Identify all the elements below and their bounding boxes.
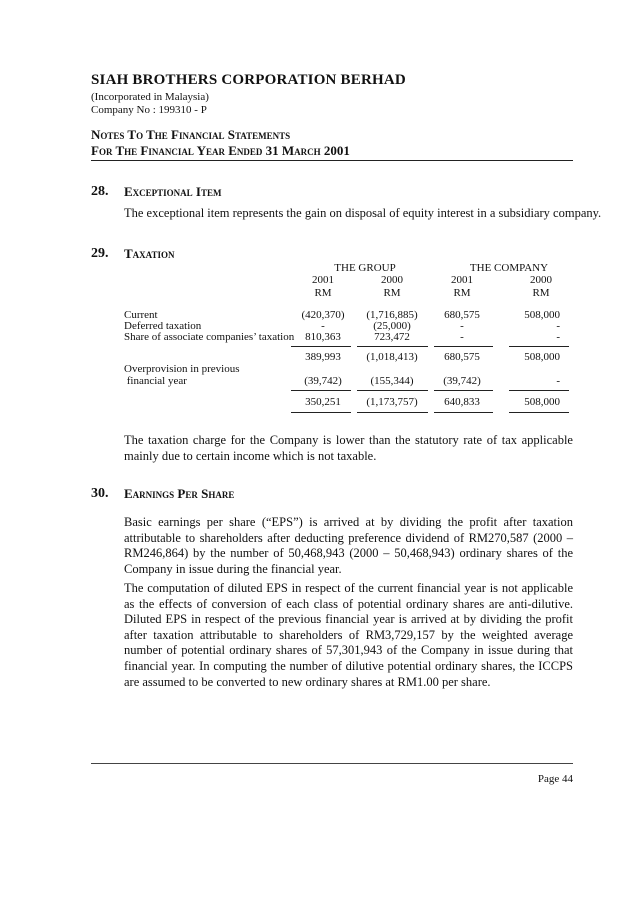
section-28-title: Exceptional Item — [124, 184, 222, 199]
table-cell: - — [460, 331, 464, 343]
row-label-current: Current — [124, 309, 158, 321]
table-cell: - — [321, 320, 325, 332]
table-cell: 508,000 — [524, 351, 560, 363]
total-closing-rule — [434, 412, 493, 413]
company-number: Company No : 199310 - P — [91, 104, 207, 116]
incorporated-note: (Incorporated in Malaysia) — [91, 91, 209, 103]
row-label-overprovision: Overprovision in previous — [124, 363, 240, 375]
year-col-1: 2001 — [312, 274, 334, 286]
table-cell: (420,370) — [301, 309, 345, 321]
table-cell: (1,018,413) — [366, 351, 418, 363]
subtotal-rule — [291, 346, 351, 347]
section-29-title: Taxation — [124, 246, 175, 261]
section-30-number: 30. — [91, 486, 109, 501]
unit-col-3: RM — [453, 287, 471, 299]
table-cell: 389,993 — [305, 351, 341, 363]
row-label-overprovision-2: financial year — [124, 375, 187, 387]
section-30-para-2: The computation of diluted EPS in respect of the current financial year is not applicable as the effects of conversion of each class of potential ordinary shares are anti-dilutive. Diluted EPS in respect of the previous financial year is arrived at by dividing the profit after taxation attributable to shareholders of RM3,729,157 by the weighted average number of potential ordinary shares of 57,301,943 of the Company in issue during that financial year. In computing the number of dilutive potential ordinary shares, the ICCPS are assumed to be converted to new ordinary shares at RM1.00 per share. — [124, 581, 573, 689]
group-header: THE GROUP — [334, 262, 396, 274]
section-30-para-1: Basic earnings per share (“EPS”) is arrived at by dividing the profit after taxation attributable to shareholders after deducting preference dividend of RM270,587 (2000 – RM246,864) by the number of 50,468,943 (2000 – 50,468,943) ordinary shares of the Company in issue during the financial year. — [124, 515, 573, 576]
total-closing-rule — [357, 412, 428, 413]
table-cell: 508,000 — [524, 309, 560, 321]
year-col-4: 2000 — [530, 274, 552, 286]
table-cell: 810,363 — [305, 331, 341, 343]
subtotal-rule — [509, 346, 569, 347]
table-cell: (1,173,757) — [366, 396, 418, 408]
notes-title-line1: Notes To The Financial Statements — [91, 127, 291, 142]
company-header: THE COMPANY — [469, 262, 549, 274]
total-closing-rule — [291, 412, 351, 413]
total-rule — [357, 390, 428, 391]
table-cell: (25,000) — [373, 320, 411, 332]
company-name: SIAH BROTHERS CORPORATION BERHAD — [91, 72, 406, 88]
table-cell: 640,833 — [444, 396, 480, 408]
table-cell: - — [556, 320, 560, 332]
row-label-deferred: Deferred taxation — [124, 320, 202, 332]
section-28-number: 28. — [91, 184, 109, 199]
header-divider — [91, 160, 573, 161]
table-cell: - — [556, 375, 560, 387]
table-cell: 723,472 — [374, 331, 410, 343]
table-cell: 680,575 — [444, 309, 480, 321]
footer-divider — [91, 763, 573, 764]
section-30-title: Earnings Per Share — [124, 486, 235, 501]
unit-col-2: RM — [383, 287, 401, 299]
year-col-2: 2000 — [381, 274, 403, 286]
total-rule — [509, 390, 569, 391]
section-28-text: The exceptional item represents the gain on disposal of equity interest in a subsidiary company. — [124, 206, 602, 220]
unit-col-1: RM — [314, 287, 332, 299]
row-label-associate: Share of associate companies’ taxation — [124, 331, 295, 343]
section-29-number: 29. — [91, 246, 109, 261]
total-rule — [434, 390, 493, 391]
subtotal-rule — [434, 346, 493, 347]
unit-col-4: RM — [532, 287, 550, 299]
table-cell: (1,716,885) — [366, 309, 418, 321]
year-col-3: 2001 — [451, 274, 473, 286]
table-cell: - — [460, 320, 464, 332]
section-29-text: The taxation charge for the Company is lower than the statutory rate of tax applicable mainly due to certain income which is not taxable. — [124, 433, 573, 463]
total-rule — [291, 390, 351, 391]
table-cell: 680,575 — [444, 351, 480, 363]
table-cell: (39,742) — [304, 375, 342, 387]
total-closing-rule — [509, 412, 569, 413]
page-number: Page 44 — [537, 773, 573, 785]
table-cell: - — [556, 331, 560, 343]
notes-title-line2: For The Financial Year Ended 31 March 2001 — [91, 143, 350, 158]
table-cell: 350,251 — [305, 396, 341, 408]
subtotal-rule — [357, 346, 428, 347]
table-cell: (39,742) — [443, 375, 481, 387]
table-cell: (155,344) — [370, 375, 414, 387]
table-cell: 508,000 — [524, 396, 560, 408]
